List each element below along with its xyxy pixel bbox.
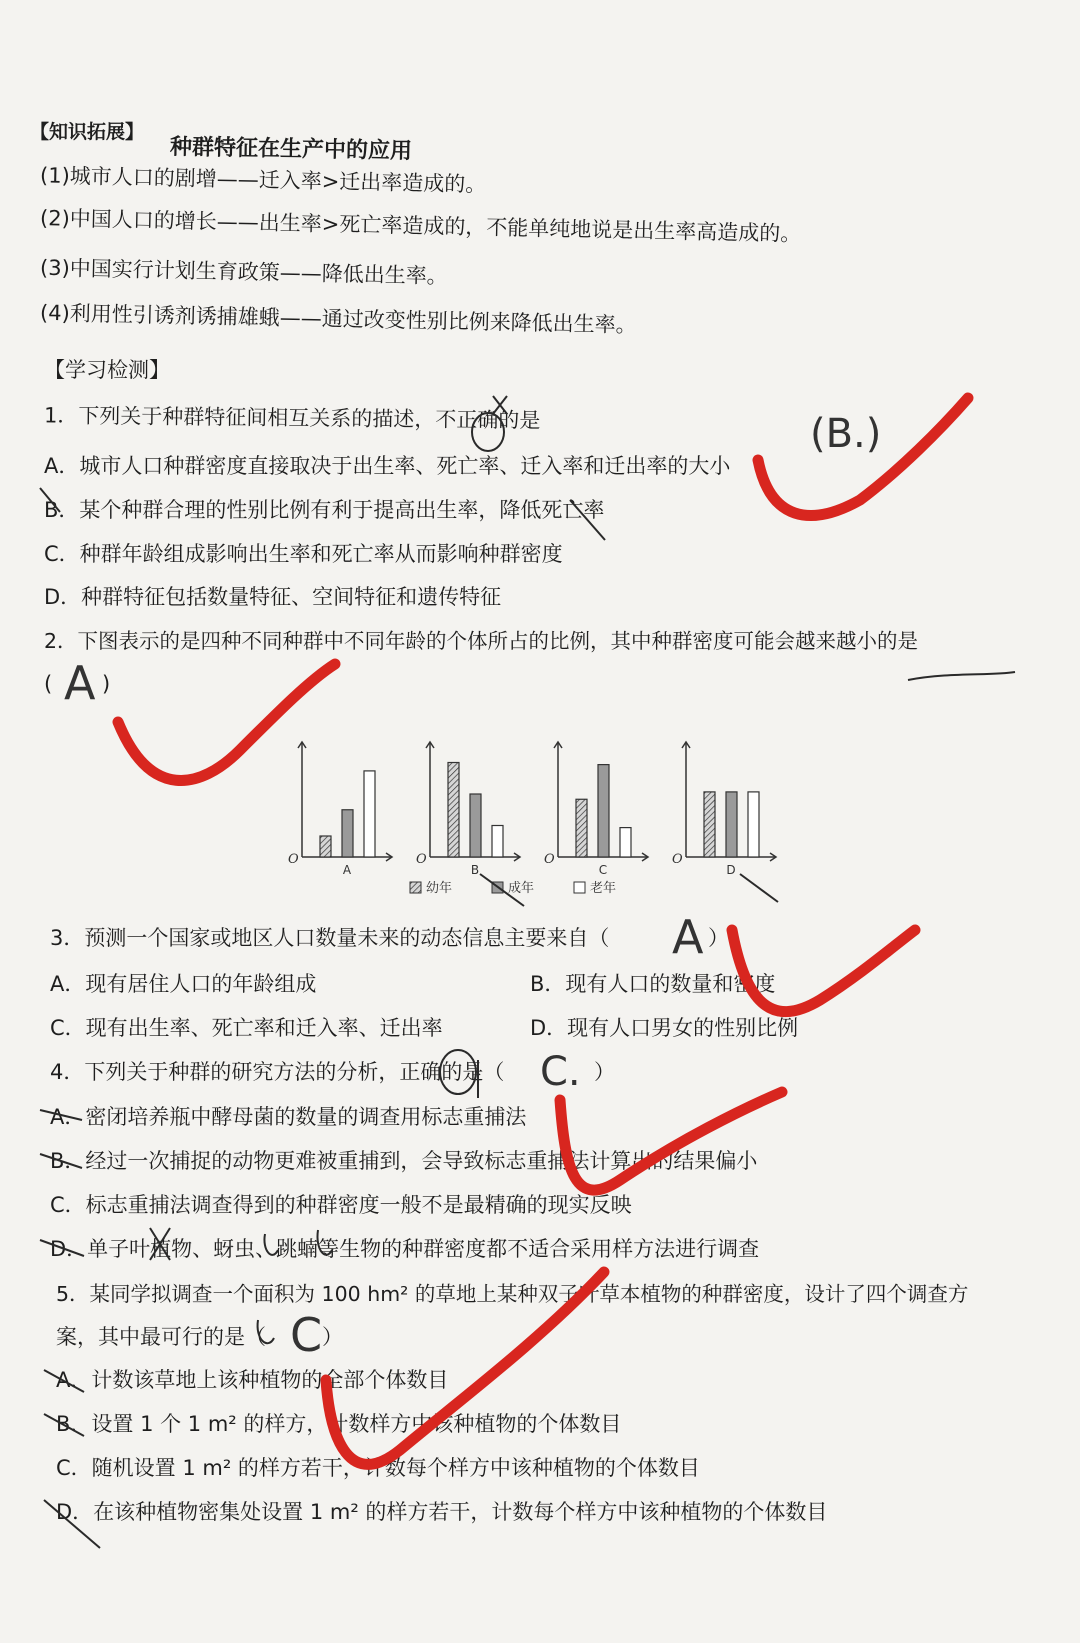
q5-option-d: D．在该种植物密集处设置 1 m² 的样方若干，计数每个样方中该种植物的个体数目	[56, 1500, 828, 1524]
q5-option-a: A．计数该草地上该种植物的全部个体数目	[56, 1368, 449, 1392]
q2-stem: 2．下图表示的是四种不同种群中不同年龄的个体所占的比例，其中种群密度可能会越来越小的是	[44, 629, 919, 653]
panel-D-origin-label: O	[672, 852, 683, 867]
panel-C-origin-label: O	[544, 852, 555, 867]
q4-option-a: A．密闭培养瓶中酵母菌的数量的调查用标志重捕法	[50, 1105, 527, 1129]
bar-A-幼年	[320, 836, 331, 857]
q3-stem: 3．预测一个国家或地区人口数量未来的动态信息主要来自（	[50, 926, 610, 950]
bar-A-成年	[342, 810, 353, 857]
q2-paren-open: (	[44, 672, 53, 696]
legend-label-老年: 老年	[590, 881, 617, 896]
q5-option-b: B．设置 1 个 1 m² 的样方，计数样方中该种植物的个体数目	[56, 1412, 622, 1436]
bar-D-成年	[726, 792, 737, 857]
knowledge-item-1: (1)城市人口的剧增——迁入率>迁出率造成的。	[39, 163, 487, 197]
q4-option-d: D．单子叶植物、蚜虫、跳蝻等生物的种群密度都不适合采用样方法进行调查	[50, 1237, 760, 1261]
knowledge-item-2: (2)中国人口的增长——出生率>死亡率造成的，不能单纯地说是出生率高造成的。	[39, 206, 802, 246]
q4-stem-close: ）	[594, 1060, 615, 1084]
panel-C-label: C	[598, 863, 608, 877]
red-check-q4	[560, 1092, 782, 1190]
q5-stem-line2: 案，其中最可行的是（	[56, 1325, 266, 1349]
section-tag: 【知识拓展】	[30, 121, 145, 143]
q5-stem2-close: ）	[322, 1325, 343, 1349]
chart-svg	[290, 732, 820, 912]
knowledge-item-3: (3)中国实行计划生育政策——降低出生率。	[39, 255, 448, 289]
q3-handwritten-answer: A	[672, 910, 704, 964]
panel-A-origin-label: O	[288, 852, 299, 867]
bar-C-幼年	[576, 799, 587, 857]
bar-B-老年	[492, 826, 503, 858]
q4-option-b: B．经过一次捕捉的动物更难被重捕到，会导致标志重捕法计算出的结果偏小	[50, 1149, 758, 1173]
q4-option-c: C．标志重捕法调查得到的种群密度一般不是最精确的现实反映	[50, 1193, 632, 1217]
bar-C-成年	[598, 765, 609, 857]
q3-option-c: C．现有出生率、死亡率和迁入率、迁出率	[50, 1016, 443, 1040]
panel-D-label: D	[726, 863, 736, 877]
panel-B-label: B	[470, 863, 480, 877]
section-title: 种群特征在生产中的应用	[169, 134, 413, 165]
q3-option-b: B．现有人口的数量和密度	[530, 972, 776, 996]
bar-C-老年	[620, 828, 631, 857]
legend-label-成年: 成年	[508, 881, 535, 896]
q1-handwritten-answer: (B.)	[810, 411, 882, 457]
legend-swatch-成年	[492, 882, 503, 893]
q1-stem: 1．下列关于种群特征间相互关系的描述，不正确的是	[43, 403, 541, 433]
q5-stem: 5．某同学拟调查一个面积为 100 hm² 的草地上某种双子叶草本植物的种群密度，设计了四个调查方	[56, 1282, 969, 1306]
panel-B-origin-label: O	[416, 852, 427, 867]
bar-A-老年	[364, 771, 375, 857]
pencil-underline-q2	[908, 672, 1015, 680]
q5-option-c: C．随机设置 1 m² 的样方若干，计数每个样方中该种植物的个体数目	[56, 1456, 700, 1480]
legend-swatch-老年	[574, 882, 585, 893]
q3-stem-close: ）	[708, 926, 729, 950]
q2-paren-close: )	[102, 672, 111, 696]
bar-B-幼年	[448, 763, 459, 858]
q1-option-d: D．种群特征包括数量特征、空间特征和遗传特征	[44, 585, 502, 609]
bar-D-老年	[748, 792, 759, 857]
check-header: 【学习检测】	[44, 358, 170, 382]
q4-handwritten-answer: C.	[540, 1049, 581, 1095]
q1-option-c: C．种群年龄组成影响出生率和死亡率从而影响种群密度	[44, 542, 563, 566]
panel-A-label: A	[342, 863, 352, 877]
q4-stem: 4．下列关于种群的研究方法的分析，正确的是（	[50, 1060, 505, 1084]
legend-label-幼年: 幼年	[426, 881, 453, 896]
q3-option-a: A．现有居住人口的年龄组成	[50, 972, 317, 996]
bar-B-成年	[470, 794, 481, 857]
q1-option-a: A．城市人口种群密度直接取决于出生率、死亡率、迁入率和迁出率的大小	[44, 454, 731, 478]
q5-handwritten-answer: C	[290, 1308, 323, 1362]
q2-handwritten-answer: A	[64, 656, 96, 710]
bar-D-幼年	[704, 792, 715, 857]
q3-option-d: D．现有人口男女的性别比例	[530, 1016, 799, 1040]
q1-option-b: B．某个种群合理的性别比例有利于提高出生率，降低死亡率	[44, 498, 605, 522]
age-structure-chart	[290, 732, 820, 912]
knowledge-item-4: (4)利用性引诱剂诱捕雄蛾——通过改变性别比例来降低出生率。	[39, 300, 637, 338]
legend-swatch-幼年	[410, 882, 421, 893]
